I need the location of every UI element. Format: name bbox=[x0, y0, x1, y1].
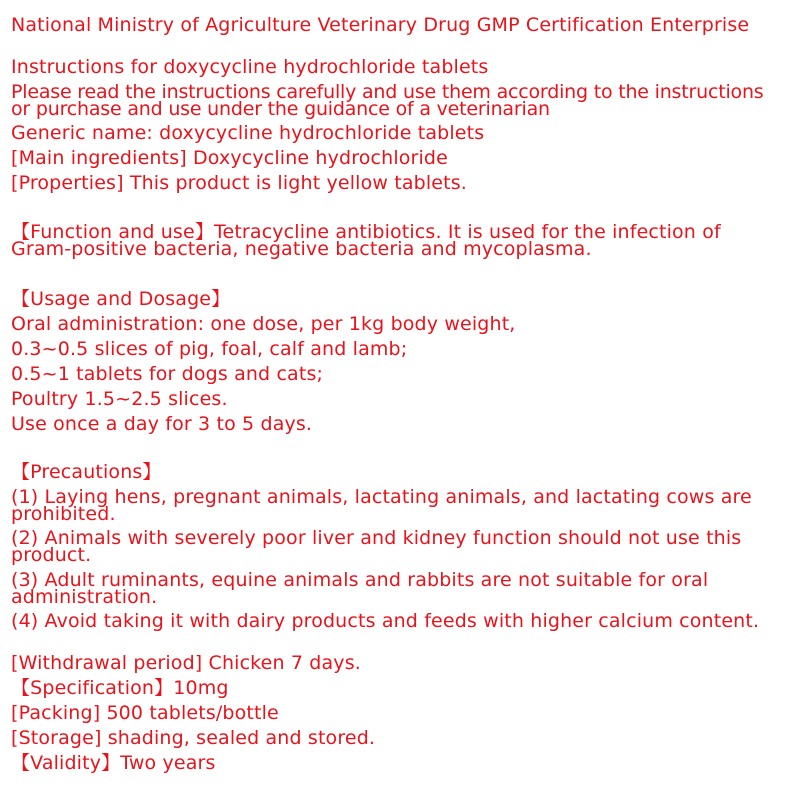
usage-heading: 【Usage and Dosage】 bbox=[11, 288, 231, 310]
enterprise-title: National Ministry of Agriculture Veterinary Drug GMP Certification Enterprise bbox=[11, 14, 750, 36]
usage-line: Oral administration: one dose, per 1kg body weight, bbox=[11, 313, 516, 335]
instructions-title: Instructions for doxycycline hydrochloride tablets bbox=[11, 56, 489, 78]
usage-line: Use once a day for 3 to 5 days. bbox=[11, 413, 313, 435]
precaution-item: (3) Adult ruminants, equine animals and rabbits are not suitable for oral administration. bbox=[11, 569, 709, 608]
usage-line: Poultry 1.5~2.5 slices. bbox=[11, 388, 228, 410]
main-ingredients: [Main ingredients] Doxycycline hydrochloride bbox=[11, 147, 448, 169]
function-and-use: 【Function and use】Tetracycline antibiotics. It is used for the infection of Gram-positive bacteria, negative bacteria and mycoplasma. bbox=[11, 221, 721, 260]
validity: 【Validity】Two years bbox=[11, 752, 216, 774]
usage-line: 0.3~0.5 slices of pig, foal, calf and lamb; bbox=[11, 338, 408, 360]
generic-name: Generic name: doxycycline hydrochloride tablets bbox=[11, 122, 485, 144]
precautions-heading: 【Precautions】 bbox=[11, 461, 162, 483]
precaution-item: (4) Avoid taking it with dairy products and feeds with higher calcium content. bbox=[11, 610, 760, 632]
properties: [Properties] This product is light yellow tablets. bbox=[11, 172, 467, 194]
packing: [Packing] 500 tablets/bottle bbox=[11, 702, 279, 724]
storage: [Storage] shading, sealed and stored. bbox=[11, 727, 376, 749]
precaution-item: (1) Laying hens, pregnant animals, lactating animals, and lactating cows are prohibited. bbox=[11, 486, 752, 525]
specification: 【Specification】10mg bbox=[11, 677, 229, 699]
advisory-text: Please read the instructions carefully and use them according to the instructions or purchase and use under the guidance of a veterinarian bbox=[11, 81, 764, 120]
precaution-item: (2) Animals with severely poor liver and kidney function should not use this product. bbox=[11, 527, 742, 566]
withdrawal-period: [Withdrawal period] Chicken 7 days. bbox=[11, 652, 361, 674]
usage-line: 0.5~1 tablets for dogs and cats; bbox=[11, 363, 324, 385]
